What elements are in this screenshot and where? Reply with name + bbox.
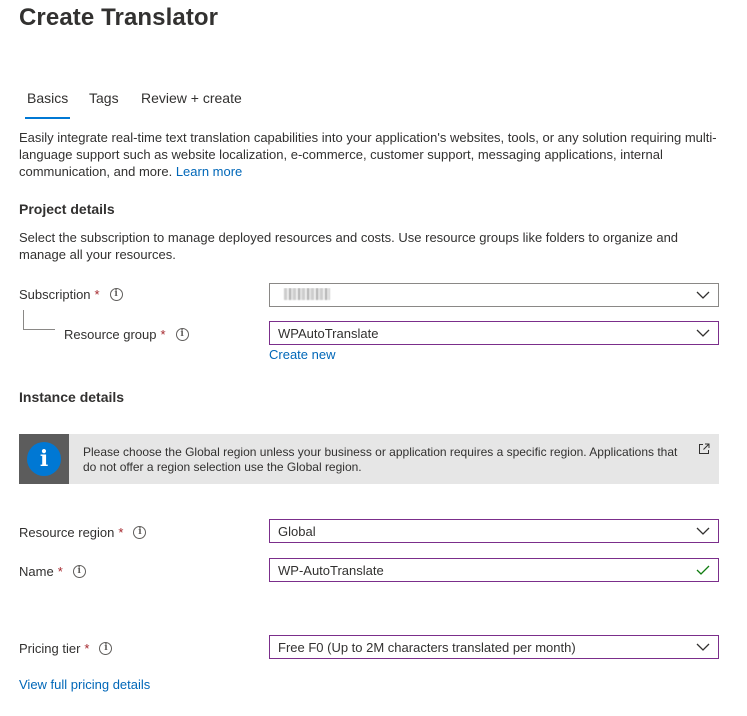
chevron-down-icon[interactable] (688, 329, 718, 337)
info-icon[interactable]: i (176, 328, 189, 341)
name-label (19, 564, 86, 579)
info-icon[interactable]: i (73, 565, 86, 578)
required-marker: * (57, 564, 63, 579)
subscription-dropdown[interactable] (269, 283, 719, 307)
required-marker: * (94, 287, 100, 302)
chevron-down-icon[interactable] (688, 643, 718, 651)
required-marker: * (84, 641, 90, 656)
project-details-heading: Project details (19, 201, 115, 217)
required-marker: * (118, 525, 124, 540)
info-icon[interactable]: i (110, 288, 123, 301)
chevron-down-icon[interactable] (688, 527, 718, 535)
resource-region-dropdown[interactable] (269, 519, 719, 543)
instance-details-heading: Instance details (19, 389, 125, 405)
create-new-link[interactable]: Create new (269, 347, 336, 362)
tree-connector-horizontal (23, 329, 55, 330)
pricing-tier-value: Free F0 (Up to 2M characters translated per month) (278, 639, 576, 655)
info-icon[interactable]: i (99, 642, 112, 655)
tree-connector-vertical (23, 310, 24, 329)
required-marker: * (160, 327, 166, 342)
view-pricing-details-link[interactable]: View full pricing details (19, 677, 151, 692)
pricing-tier-dropdown[interactable] (269, 635, 719, 659)
pricing-tier-label (19, 641, 112, 656)
learn-more-link[interactable]: Learn more (175, 164, 243, 179)
tab-review-create[interactable]: Review + create (141, 90, 242, 106)
banner-message: Please choose the Global region unless your business or application requires a specific region. Applications that do not offer a region selection use the Global region. (83, 445, 678, 474)
intro-description (19, 129, 719, 180)
resource-group-label (64, 327, 189, 342)
info-icon: i (27, 442, 61, 476)
subscription-label (19, 287, 123, 302)
resource-region-label-text: Resource region (19, 525, 115, 540)
tab-basics[interactable]: Basics (27, 90, 69, 106)
banner-icon-column (19, 434, 69, 484)
resource-group-value (270, 326, 688, 341)
resource-group-dropdown[interactable] (269, 321, 719, 345)
info-icon[interactable]: i (133, 526, 146, 539)
intro-text: Easily integrate real-time text translation capabilities into your application's websites, tools, or any solution requiring multi-language support such as website localization, e-commerce, customer support, messaging applications, internal communication, and more. (19, 130, 717, 179)
region-info-banner (19, 434, 719, 484)
page-title: Create Translator (19, 4, 219, 31)
name-value: WP-AutoTranslate (278, 562, 384, 578)
tab-tags[interactable]: Tags (89, 90, 119, 106)
resource-group-value-text: WPAutoTranslate (278, 325, 379, 341)
resource-region-value: Global (278, 523, 316, 539)
checkmark-icon (688, 565, 718, 575)
name-input[interactable] (269, 558, 719, 582)
name-label-text: Name (19, 564, 54, 579)
subscription-label-text: Subscription (19, 287, 91, 302)
chevron-down-icon[interactable] (688, 291, 718, 299)
pricing-tier-label-text: Pricing tier (19, 641, 81, 656)
external-link-icon[interactable] (689, 434, 719, 484)
project-details-description: Select the subscription to manage deployed resources and costs. Use resource groups like folders to organize and manage all your resources. (19, 230, 679, 262)
resource-group-label-text: Resource group (64, 327, 157, 342)
redacted-subscription-value (284, 288, 330, 300)
resource-region-label (19, 525, 146, 540)
